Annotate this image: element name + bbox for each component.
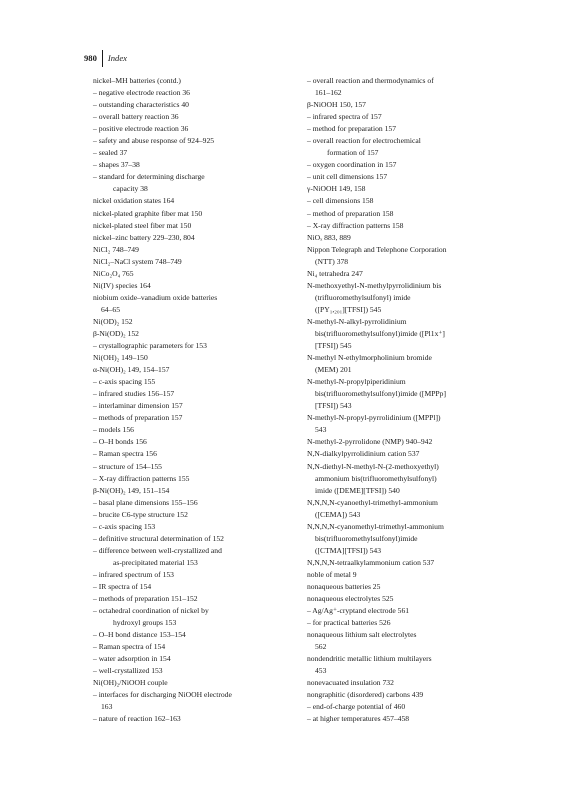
index-entry: Ni(OH)₂ 149–150 <box>93 353 148 363</box>
index-entry: α-Ni(OH)₂ 149, 154–157 <box>93 365 170 375</box>
index-entry: Ni(IV) species 164 <box>93 280 151 290</box>
index-entry: (MEM) 201 <box>315 365 352 375</box>
index-entry: nickel-plated steel fiber mat 150 <box>93 220 192 230</box>
index-entry: 64–65 <box>101 304 120 314</box>
index-entry: – infrared studies 156–157 <box>93 389 175 399</box>
index-entry: nongraphitic (disordered) carbons 439 <box>307 690 424 700</box>
index-entry: hydroxyl groups 153 <box>113 618 177 628</box>
index-entry: – X-ray diffraction patterns 158 <box>307 220 404 230</box>
index-entry: Ni(OD)₂ 152 <box>93 316 133 326</box>
index-entry: as-precipitated material 153 <box>113 557 198 567</box>
index-entry: Ni₄ tetrahedra 247 <box>307 268 363 278</box>
index-entry: NiCo₂O₄ 765 <box>93 268 134 278</box>
index-entry: – c-axis spacing 153 <box>93 521 156 531</box>
index-entry: N-methoxyethyl-N-methylpyrrolidinium bis <box>307 280 442 290</box>
index-column-left <box>93 75 308 726</box>
index-entry: nonevacuated insulation 732 <box>307 678 394 688</box>
index-entry: formation of 157 <box>327 148 379 158</box>
index-entry: nickel-plated graphite fiber mat 150 <box>93 208 203 218</box>
index-entry: – overall reaction and thermodynamics of <box>307 76 434 85</box>
index-entry: – unit cell dimensions 157 <box>307 172 388 182</box>
index-entry: bis(trifluoromethylsulfonyl)imide <box>315 533 418 543</box>
index-entry: – cell dimensions 158 <box>307 196 374 206</box>
index-entry: capacity 38 <box>113 184 148 194</box>
index-entry: – definitive structural determination of 152 <box>93 533 224 543</box>
index-entry: – difference between well-crystallized and <box>93 545 222 555</box>
index-entry: Nippon Telegraph and Telephone Corporation <box>307 244 447 254</box>
index-entry: – infrared spectra of 157 <box>307 112 382 122</box>
index-entry: NiOₓ 883, 889 <box>307 232 351 242</box>
index-entry: N-methyl-N-propylpiperidinium <box>307 377 406 387</box>
index-entry: NiCl₂ 748–749 <box>93 244 139 254</box>
index-entry: – positive electrode reaction 36 <box>93 124 189 134</box>
index-entry: nickel oxidation states 164 <box>93 196 175 206</box>
index-entry: – overall reaction for electrochemical <box>307 136 421 146</box>
index-entry: ([CEMA]) 543 <box>315 509 361 519</box>
index-entry: niobium oxide–vanadium oxide batteries <box>93 292 218 302</box>
index-entry: nonaqueous electrolytes 525 <box>307 594 394 604</box>
index-entry: [TFSI]) 543 <box>315 401 352 411</box>
index-entry: N,N,N,N-cyanoethyl-trimethyl-ammonium <box>307 497 438 507</box>
index-entry: – interfaces for discharging NiOOH electrode <box>93 690 232 700</box>
index-entry: 543 <box>315 425 327 435</box>
index-entry: – interlaminar dimension 157 <box>93 401 183 411</box>
index-entry: – well-crystallized 153 <box>93 666 163 676</box>
index-entry: – negative electrode reaction 36 <box>93 88 190 98</box>
index-entry: 453 <box>315 666 327 676</box>
index-entry: bis(trifluoromethylsulfonyl)imide ([Pl1x⁺] <box>315 328 445 338</box>
index-entry: β-NiOOH 150, 157 <box>307 100 366 110</box>
running-title: Index <box>107 53 127 63</box>
index-entry: – infrared spectrum of 153 <box>93 569 174 579</box>
index-entry: – octahedral coordination of nickel by <box>93 606 209 616</box>
index-entry: N,N-diethyl-N-methyl-N-(2-methoxyethyl) <box>307 461 439 471</box>
index-entry: – overall battery reaction 36 <box>93 112 179 122</box>
index-entry: – at higher temperatures 457–458 <box>307 714 410 724</box>
index-entry: – standard for determining discharge <box>93 172 205 182</box>
index-entry: – methods of preparation 157 <box>93 413 183 423</box>
index-entry: – shapes 37–38 <box>93 160 140 170</box>
index-entry: – crystallographic parameters for 153 <box>93 341 207 351</box>
index-entry: – for practical batteries 526 <box>307 618 391 628</box>
index-entry: – IR spectra of 154 <box>93 581 152 591</box>
index-entry: – method of preparation 158 <box>307 208 394 218</box>
index-entry: – Raman spectra 156 <box>93 449 157 459</box>
index-entry: ([PY₁,₂₀₁][TFSI]) 545 <box>315 304 382 314</box>
index-entry: Ni(OH)₂/NiOOH couple <box>93 678 168 688</box>
index-entry: N,N,N,N-cyanomethyl-trimethyl-ammonium <box>307 521 444 531</box>
index-entry: – models 156 <box>93 425 134 435</box>
index-entry: NiCl₂–NaCl system 748–749 <box>93 256 182 266</box>
index-entry: – Raman spectra of 154 <box>93 642 166 652</box>
index-entry: – basal plane dimensions 155–156 <box>93 497 198 507</box>
index-entry: N-methyl-N-propyl-pyrrolidinium ([MPPl]) <box>307 413 441 423</box>
index-entry: nickel–zinc battery 229–230, 804 <box>93 232 195 242</box>
index-entry: ([CTMA][TFSI]) 543 <box>315 545 382 555</box>
index-entry: noble of metal 9 <box>307 569 357 579</box>
index-entry: – X-ray diffraction patterns 155 <box>93 473 190 483</box>
running-header <box>84 48 127 68</box>
index-entry: γ-NiOOH 149, 158 <box>307 184 366 194</box>
index-column-right <box>307 75 522 726</box>
index-entry: – structure of 154–155 <box>93 461 162 471</box>
index-entry: N,N,N,N-tetraalkylammonium cation 537 <box>307 557 435 567</box>
index-entry: β-Ni(OH)₂ 149, 151–154 <box>93 485 170 495</box>
index-entry: [TFSI]) 545 <box>315 341 352 351</box>
index-entry: nondendritic metallic lithium multilayers <box>307 654 432 664</box>
index-entry: – oxygen coordination in 157 <box>307 160 397 170</box>
index-entry: – methods of preparation 151–152 <box>93 594 198 604</box>
index-entry: – sealed 37 <box>93 148 128 158</box>
index-entry: – method for preparation 157 <box>307 124 396 134</box>
index-entry: (NTT) 378 <box>315 256 349 266</box>
index-entry: nonaqueous batteries 25 <box>307 581 381 591</box>
index-entry: – c-axis spacing 155 <box>93 377 156 387</box>
index-entry: – end-of-charge potential of 460 <box>307 702 406 712</box>
index-entry: N-methyl-N-alkyl-pyrrolidinium <box>307 316 407 326</box>
index-entry: – water adsorption in 154 <box>93 654 171 664</box>
index-entry: – O–H bond distance 153–154 <box>93 630 186 640</box>
index-entry: 562 <box>315 642 327 652</box>
index-entry: N-methyl N-ethylmorpholinium bromide <box>307 353 432 363</box>
index-entry: – O–H bonds 156 <box>93 437 147 447</box>
index-entry: – brucite C6-type structure 152 <box>93 509 188 519</box>
index-entry: ammonium bis(trifluoromethylsulfonyl) <box>315 473 437 483</box>
index-entry: 161–162 <box>315 88 342 98</box>
index-entry: β-Ni(OD)₂ 152 <box>93 328 139 338</box>
index-entry: – safety and abuse response of 924–925 <box>93 136 215 146</box>
index-entry: nonaqueous lithium salt electrolytes <box>307 630 417 640</box>
index-entry: N,N-dialkylpyrrolidinium cation 537 <box>307 449 420 459</box>
index-entry: 163 <box>101 702 113 712</box>
index-entry: – Ag/Ag⁺-cryptand electrode 561 <box>307 606 410 616</box>
index-entry: N-methyl-2-pyrrolidone (NMP) 940–942 <box>307 437 433 447</box>
index-entry: (trifluoromethylsulfonyl) imide <box>315 292 411 302</box>
index-entry: bis(trifluoromethylsulfonyl)imide ([MPPp] <box>315 389 446 399</box>
index-entry: – nature of reaction 162–163 <box>93 714 181 724</box>
index-entry: – outstanding characteristics 40 <box>93 100 189 110</box>
index-entry: nickel–MH batteries (contd.) <box>93 76 181 85</box>
index-entry: imide ([DEME][TFSI]) 540 <box>315 485 400 495</box>
page-number: 980 <box>84 50 103 67</box>
